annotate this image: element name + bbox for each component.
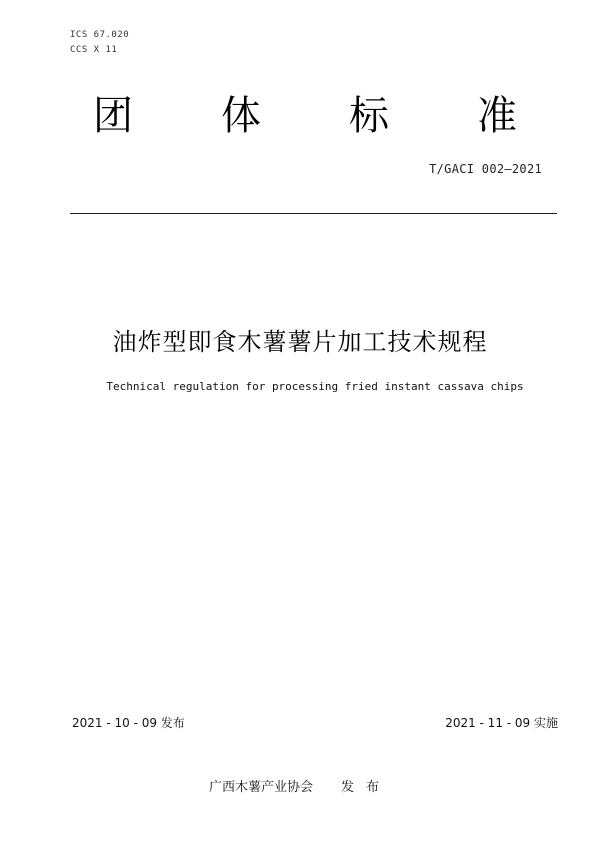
header-divider (70, 213, 557, 214)
ics-code: ICS 67.020 (70, 30, 130, 40)
standard-number: T/GACI 002—2021 (429, 162, 542, 176)
issue-date: 2021 - 10 - 09 发布 (72, 716, 185, 730)
standard-type-char: 团 (93, 93, 133, 139)
standard-type-heading (0, 88, 600, 148)
classification-codes (70, 28, 129, 58)
publisher-name: 广西木薯产业协会 (208, 780, 313, 795)
standard-type-char: 准 (477, 93, 517, 139)
standard-type-char: 体 (221, 93, 261, 139)
standard-type-char: 标 (349, 93, 389, 139)
implementation-date: 2021 - 11 - 09 实施 (445, 716, 558, 730)
document-english-title: Technical regulation for processing fried instant cassava chips (106, 380, 524, 393)
publisher-action: 发布 (341, 780, 392, 795)
ccs-code: CCS X 11 (70, 45, 118, 55)
document-title: 油炸型即食木薯薯片加工技术规程 (112, 328, 488, 356)
publisher-line (0, 776, 600, 795)
